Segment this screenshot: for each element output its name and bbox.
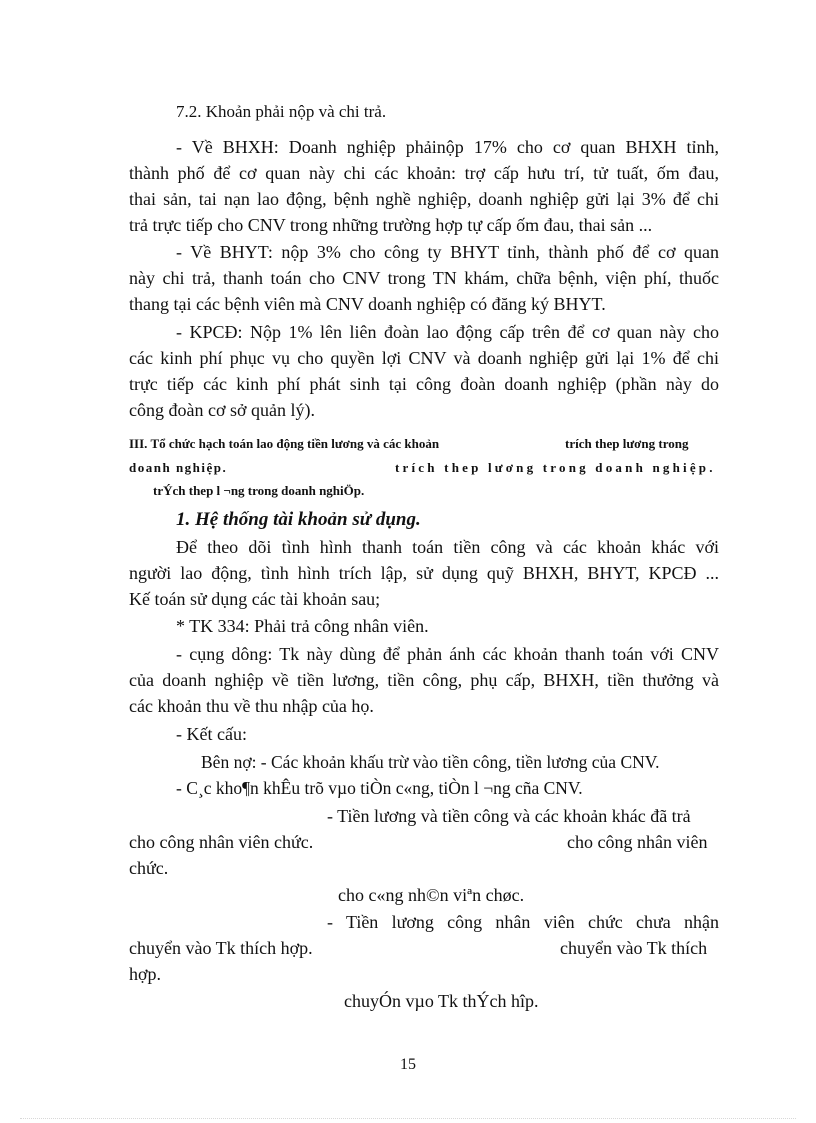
paragraph-line: các khoản thu về thu nhập của họ.: [129, 696, 374, 716]
section-heading: trích thep lương trong: [565, 436, 689, 451]
section-heading: III. Tổ chức hạch toán lao động tiền lương và các khoản: [129, 436, 440, 451]
paragraph-line: - Về BHYT: nộp 3% cho công ty BHYT tỉnh, thành phố để cơ quan: [176, 242, 719, 262]
paragraph-line: Bên nợ: - Các khoản khấu trừ vào tiền công, tiền lương của CNV.: [201, 752, 660, 772]
paragraph-line: - Về BHXH: Doanh nghiệp phảinộp 17% cho cơ quan BHXH tỉnh,: [176, 137, 719, 157]
paragraph-line: trực tiếp các kinh phí phát sinh tại công đoàn doanh nghiệp (phần này do: [129, 374, 719, 394]
paragraph-line: của doanh nghiệp về tiền lương, tiền công, phụ cấp, BHXH, tiền thưởng và: [129, 670, 719, 690]
paragraph-line: cho công nhân viên chức.: [129, 832, 314, 852]
page-number: 15: [400, 1056, 416, 1073]
paragraph-line: chuyÓn vµo Tk thÝch hîp.: [344, 991, 539, 1011]
paragraph-line: thai sản, tai nạn lao động, bệnh nghề nghiệp, doanh nghiệp gửi lại 3% để chi: [129, 189, 719, 209]
paragraph-line: chuyển vào Tk thích hợp.: [129, 938, 313, 958]
paragraph-line: thang tại các bệnh viên mà CNV doanh nghiệp có đăng ký BHYT.: [129, 294, 606, 314]
paragraph-line: chuyển vào Tk thích: [560, 938, 708, 958]
paragraph-line: - Tiền lương công nhân viên chức chưa nhận: [327, 912, 719, 932]
paragraph-line: cho công nhân viên: [567, 832, 708, 852]
paragraph-line: - C¸c kho¶n khÊu trõ vµo tiÒn c«ng, tiÒn l ¬ng cña CNV.: [176, 778, 583, 798]
paragraph-line: hợp.: [129, 964, 162, 984]
paragraph-line: người lao động, tình hình trích lập, sử dụng quỹ BHXH, BHYT, KPCĐ ...: [129, 563, 719, 583]
paragraph-line: công đoàn cơ sở quản lý).: [129, 400, 315, 420]
section-heading: trích thep lương trong doanh nghiệp.: [395, 460, 716, 475]
paragraph-line: Kế toán sử dụng các tài khoản sau;: [129, 589, 381, 609]
paragraph-line: các kinh phí phục vụ cho quyền lợi CNV và doanh nghiệp gửi lại 1% để chi: [129, 348, 719, 368]
paragraph-line: cho c«ng nh©n viªn chøc.: [338, 885, 525, 905]
paragraph-line: - Kết cấu:: [176, 724, 247, 744]
paragraph-line: - Tiền lương và tiền công và các khoản khác đã trả: [327, 806, 691, 826]
page-border: [20, 1118, 796, 1119]
paragraph-line: chức.: [129, 858, 169, 878]
section-heading: doanh nghiệp.: [129, 460, 228, 475]
subsection-heading: 1. Hệ thống tài khoản sử dụng.: [176, 509, 421, 530]
paragraph-line: Để theo dõi tình hình thanh toán tiền công và các khoản khác với: [176, 537, 719, 557]
paragraph-line: thành phố để cơ quan này chi các khoản: trợ cấp hưu trí, tử tuất, ốm đau,: [129, 163, 719, 183]
paragraph-line: - KPCĐ: Nộp 1% lên liên đoàn lao động cấp trên để cơ quan này cho: [176, 322, 719, 342]
paragraph-line: trả trực tiếp cho CNV trong những trường hợp tự cấp ốm đau, thai sản ...: [129, 215, 653, 235]
paragraph-line: - cụng dông: Tk này dùng để phản ánh các khoản thanh toán với CNV: [176, 644, 719, 664]
paragraph-line: này chi trả, thanh toán cho CNV trong TN khám, chữa bệnh, viện phí, thuốc: [129, 268, 719, 288]
section-title: 7.2. Khoản phải nộp và chi trả.: [176, 102, 387, 121]
section-heading: trÝch thep l ¬ng trong doanh nghiÖp.: [153, 483, 365, 498]
paragraph-line: * TK 334: Phải trả công nhân viên.: [176, 616, 429, 636]
